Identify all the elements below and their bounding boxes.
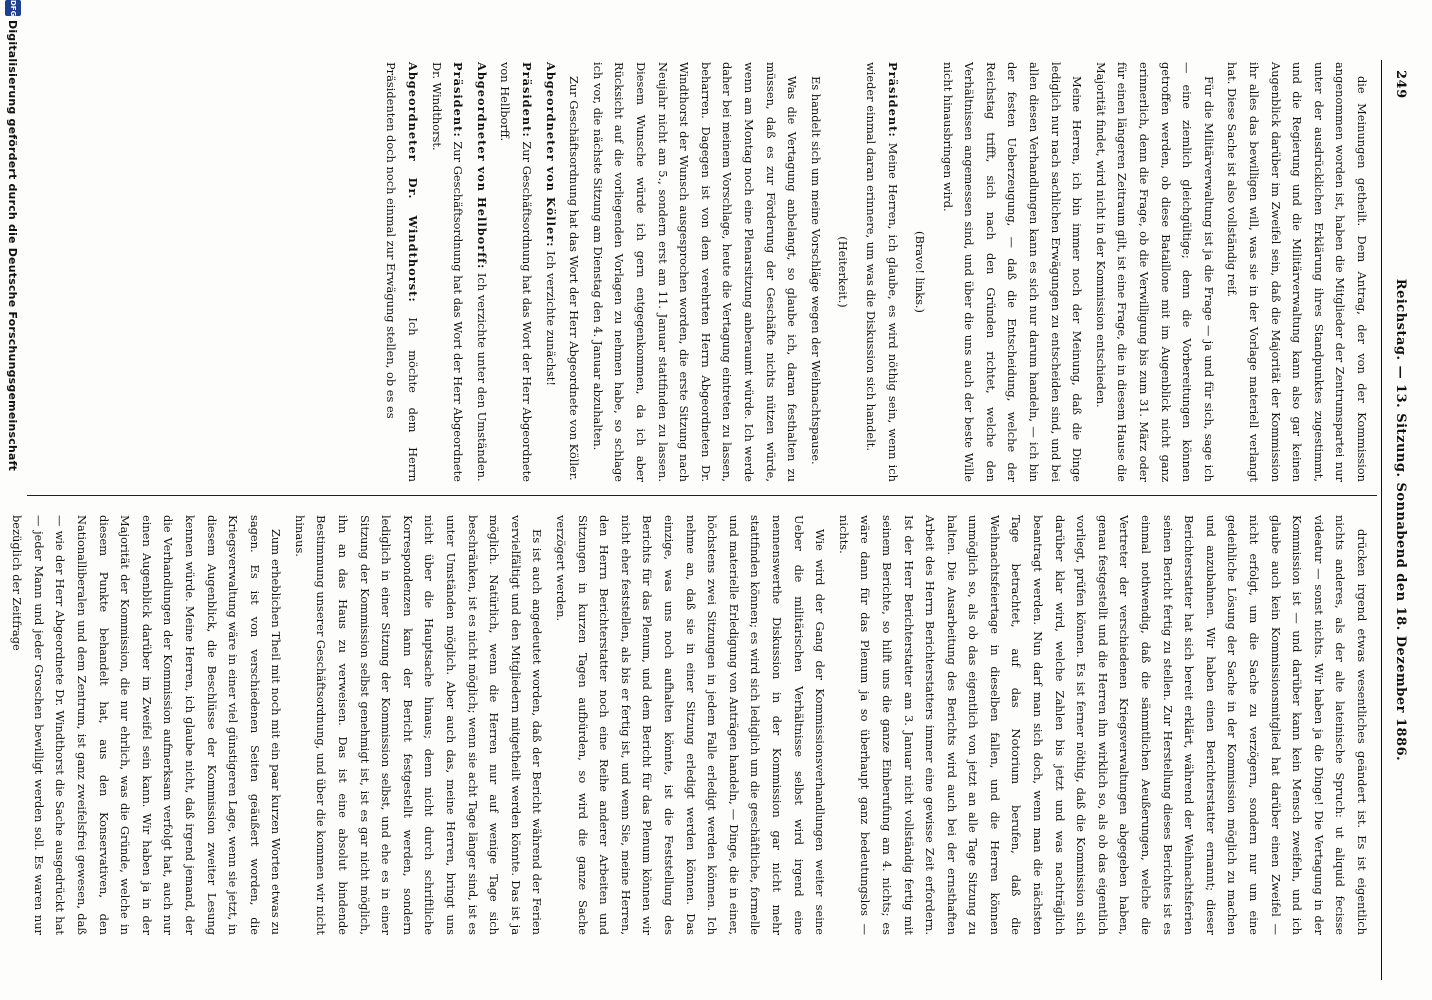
- paragraph: Für die Militärverwaltung ist ja die Frage — ja und für sich, sage ich — eine ziemlich gleichgültige; denn die Vorbereitungen können getroffen werden, ob diese Bataillone mit im Augenblick nicht ganz erinnerlich, denn die Frage, ob die Verwilligung bis zum 31. März oder für einen längeren Zeitraum gilt, ist eine Frage, die in diesem Hause die Majorität findet, wird nicht in der Kommission entschieden.: [1093, 62, 1216, 482]
- paragraph: Wie wird der Gang der Kommissionsverhandlungen weiter seine Ueber die militärischen Verhältnisse selbst wird irgend eine nennenswerthe Diskussion in der Kommission gar nicht mehr stattfinden können; es wird sich lediglich um die geschäftliche, formelle und materielle Erledigung von Anträgen handeln, — Dinge, die in einer, höchstens zwei Sitzungen in jedem Falle erledigt werden können. Ich nehme an, daß sie in einer Sitzung erledigt werden können. Das einzige, was uns noch aufhalten könnte, ist die Feststellung des Berichts für das Plenum, und dem Bericht für das Plenum können wir nicht eher feststellen, als bis er fertig ist, und wenn Sie, meine Herren, den Herrn Berichterstatter noch eine Reihe anderer Arbeiten und Sitzungen in kurzen Tagen aufbürden, so wird die ganze Sache verzögert werden.: [554, 515, 828, 935]
- credit-text: Digitalisierung gefördert durch die Deutsche Forschungsgemeinschaft: [6, 20, 19, 472]
- running-title: Reichstag. — 13. Sitzung. Sonnabend den 18. Dezember 1886.: [1393, 278, 1408, 762]
- page-header: [1384, 60, 1410, 980]
- speaker-name: Abgeordneter von Köller:: [543, 62, 558, 248]
- speaker-name: Präsident:: [885, 62, 900, 138]
- speech-text: Zur Geschäftsordnung hat das Wort der Herr Abgeordnete von Hellborff.: [498, 62, 535, 482]
- text-column-left: [378, 62, 1372, 482]
- speech-text: Ich verzichte unter den Umständen.: [474, 269, 489, 482]
- speech-paragraph: [539, 62, 561, 482]
- speaker-name: Präsident:: [451, 62, 466, 138]
- speech-paragraph: [380, 62, 423, 482]
- speaker-name: Abgeordneter Dr. Windthorst:: [406, 62, 421, 303]
- paragraph: Zur Geschäftsordnung hat das Wort der Herr Abgeordnete von Köller.: [567, 76, 582, 481]
- dfg-logo: DFG: [5, 0, 21, 16]
- page-number: 249: [1393, 70, 1408, 99]
- speaker-name: Präsident:: [520, 62, 535, 138]
- paragraph: Es handelt sich um meine Vorschläge wegen der Weihnachtspause.: [808, 76, 823, 465]
- speech-paragraph: [470, 62, 492, 482]
- header-rule: [1381, 60, 1382, 980]
- speech-paragraph: [859, 62, 902, 482]
- text-column-right: [4, 515, 1372, 935]
- paragraph: Es ist auch angedeutet worden, daß der Bericht während der Ferien vervielfältigt und den Mitgliedern mitgetheilt werden könnte. Das ist ja möglich. Natürlich, wenn die Herren nur auf wenige Tage sich beschränken, ist es nicht möglich; wenn sie acht Tage länger sind, ist es unter Umständen möglich. Aber auch das, meine Herren, bringt uns nicht über die Hauptsache hinaus; denn nicht durch schriftliche Korrespondenzen kann der Bericht festgestellt werden, sondern lediglich in einer Sitzung der Kommission selbst, und ehe es in einer Sitzung der Kommission selbst genehmigt ist, ist es gar nicht möglich, ihn an das Haus zu verweisen. Das ist eine absolut bindende Bestimmung unserer Geschäftsordnung, und über die kommen wir nicht hinaus.: [292, 515, 545, 935]
- digitization-credit: [0, 0, 24, 1000]
- speech-paragraph: [425, 62, 468, 482]
- speech-text: Ich verzichte zunächst!: [543, 247, 558, 386]
- speech-text: Zur Geschäftsordnung hat das Wort der Herr Abgeordnete Dr. Windthorst.: [429, 62, 466, 482]
- paragraph: Was die Vertagung anbelangt, so glaube ich, daran festhalten zu müssen, daß es zur Förderung der Geschäfte nichts nützen würde, wenn am Montag noch eine Plenarsitzung anberaumt würde. Ich werde daher bei meinem Vorschlage, heute die Vertagung eintreten zu lassen, beharren. Dagegen ist von dem verehrten Herrn Abgeordneten Dr. Windthorst der Wunsch ausgesprochen worden, die erste Sitzung nach Neujahr nicht am 5., sondern erst am 11. Januar stattfinden zu lassen. Diesem Wunsche würde ich gern entgegenkommen, da ich aber Rücksicht auf die vorliegenden Vorlagen zu nehmen habe, so schlage ich vor, die nächste Sitzung am Dienstag den 4. Januar abzuhalten.: [590, 62, 800, 482]
- speaker-name: Abgeordneter von Hellborff:: [474, 62, 489, 270]
- paragraph: Zum erheblichen Theil mit noch mit ein paar kurzen Worten etwas zu sagen. Es ist von verschiedenen Seiten geäußert worden, die Kriegsverwaltung wäre in einer viel günstigeren Lage, wenn sie jetzt, in diesem Augenblick, die Beschlüsse der Kommission zweiter Lesung kennen würde. Meine Herren, ich glaube nicht, daß irgend jemand, der die Verhandlungen der Kommission aufmerksam verfolgt hat, auch nur einen Augenblick darüber im Zweifel sein kann. Wir haben ja in der Majorität der Kommission, die nur ehrlich, was die Gründe, welche in diesem Punkte behandelt hat, aus den Konservativen, den Nationalliberalen und dem Zentrum, ist ganz zweifelsfrei gewesen, daß — wie der Herr Abgeordnete Dr. Windthorst die Sache ausgedrückt hat — jeder Mann und jeder Groschen bewilligt werden soll. Es waren nur bezüglich der Zeitfrage: [10, 515, 284, 935]
- interjection: (Bravo! links.): [913, 231, 928, 313]
- paragraph: die Meinungen getheilt. Dem Antrag, der von der Kommission angenommen worden ist, haben die Mitglieder der Zentrumspartei nur unter der ausdrücklichen Erklärung ihres Standpunktes zugestimmt, und die Regierung und die Militärverwaltung kann also gar keinen Augenblick darüber im Zweifel sein, daß die Majorität der Kommission ihr alles das bewilligen will, was sie in der Vorlage materiell verlangt hat. Diese Sache ist also vollständig reif.: [1225, 62, 1369, 482]
- paragraph: drücken irgend etwas wesentliches geändert ist. Es ist eigentlich nichts anderes, als der alte lateinische Spruch: ut aliquid fecisse videatur — sonst nichts. Wir haben ja die Dinge! Die Vertagung in der Kommission ist — und darüber kann kein Mensch zweifeln, und ich glaube auch kein Kommissionsmitglied hat darüber einen Zweifel — nicht erfolgt, um die Sache zu verzögern, sondern nur um eine gedeihliche Lösung der Sache in der Kommission möglich zu machen und anzubahnen. Wir haben einen Berichterstatter ernannt; dieser Berichterstatter hat sich bereit erklärt, während der Weihnachtsferien seinen Bericht fertig zu stellen. Zur Herstellung dieses Berichtes ist es einmal nothwendig, daß die sämmtlichen Aeußerungen, welche die Vertreter der verschiedenen Kriegsverwaltungen abgegeben haben, genau festgestellt und die Herren ihn wirklich so, als ob das eigentlich vorliegt, prüfen können. Es ist ferner nöthig, daß die Kommission sich darüber klar wird, welche Zahlen bis jetzt und was nachträglich beantragt werden. Nun darf man sich doch, wenn man die nächsten Tage betrachtet, auf das Notorium berufen, daß die Weihnachtsfeiertage in dieselben fallen, und die Herren können unmöglich so, als ob das eigentlich von jetzt an alle Tage Sitzung zu halten. Die Ausarbeitung des Berichts wird auch bei der ernsthaften Arbeit des Herrn Berichterstatters immer eine gewisse Zeit erfordern. Ist der Herr Berichterstatter am 3. Januar nicht vollständig fertig mit seinem Berichte, so hilft uns die ganze Einberufung am 4. nichts; es wäre dann für das Plenum ja so überhaupt ganz bedeutungslos — nichts.: [836, 515, 1369, 935]
- speech-paragraph: [494, 62, 537, 482]
- speech-text: Ich möchte dem Herrn Präsidenten doch noch einmal zur Erwägung stellen, ob es es: [384, 62, 421, 483]
- speech-text: Meine Herren, ich glaube, es wird nöthig sein, wenn ich wieder einmal daran erinnere, um was die Diskussion sich handelt.: [863, 62, 900, 482]
- interjection: (Heiterkeit.): [836, 236, 851, 308]
- paragraph: Meine Herren, ich bin immer noch der Meinung, daß die Dinge lediglich nur nach sachlichen Erwägungen zu entscheiden sind, und bei allen diesen Verhandlungen kann es sich nur darum handeln, — ich bin der festen Ueberzeugung, — daß die Entscheidung, welche der Reichstag trifft, sich nach den Gründen richtet, welche den Verhältnissen angemessen sind, und über die uns auch der beste Wille nicht hinausbringen wird.: [940, 62, 1085, 482]
- column-divider: [27, 495, 1377, 496]
